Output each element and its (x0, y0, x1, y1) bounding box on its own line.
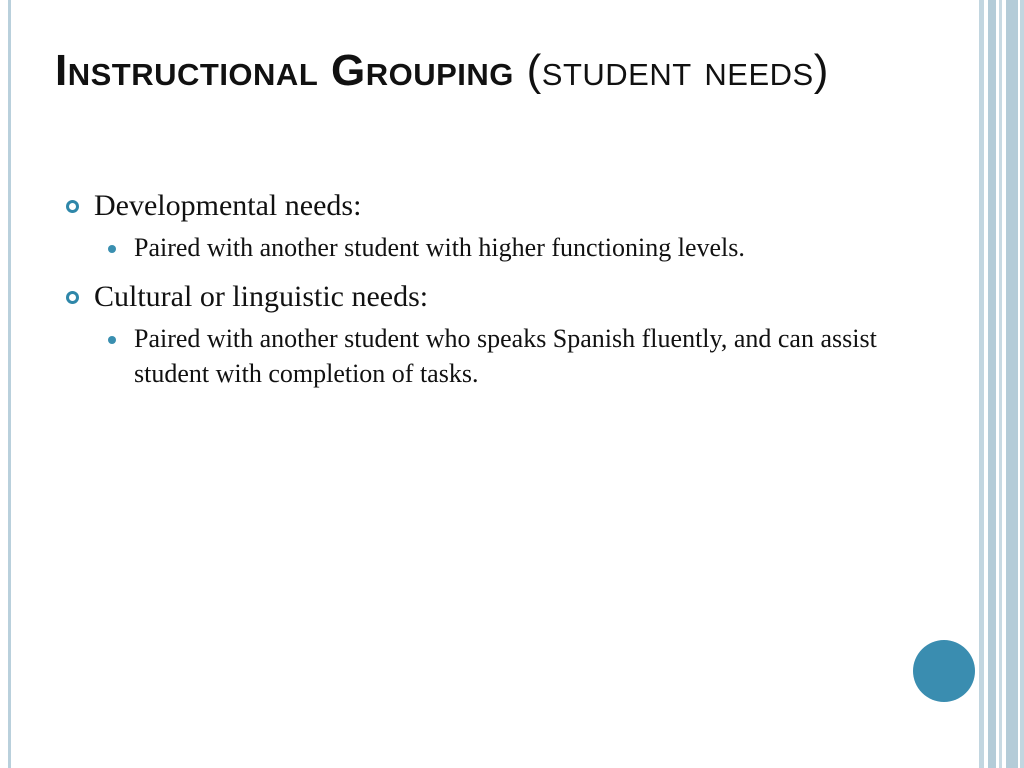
bullet-cultural-linguistic (60, 279, 880, 315)
bullet-text: Cultural or linguistic needs: (94, 280, 429, 313)
bullet-text: Developmental needs: (94, 189, 362, 222)
bullet-developmental (60, 188, 880, 224)
sub-bullet-text: Paired with another student with higher functioning levels. (134, 233, 745, 262)
right-decorative-stripe (979, 0, 984, 768)
title-subtitle: student needs (541, 46, 814, 95)
dot-bullet-icon (108, 336, 116, 344)
slide-title (55, 46, 965, 96)
decorative-circle (913, 640, 975, 702)
sub-bullet-cultural-linguistic (60, 321, 880, 391)
ring-bullet-icon (66, 200, 79, 213)
right-decorative-stripe (1020, 0, 1024, 768)
title-main: Instructional Grouping (55, 46, 514, 95)
title-paren-close: ) (813, 46, 829, 95)
sub-bullet-text: Paired with another student who speaks Spanish fluently, and can assist student with completion of tasks. (134, 324, 877, 388)
right-decorative-stripe (988, 0, 996, 768)
sub-bullet-developmental (60, 230, 880, 265)
right-decorative-stripe (999, 0, 1002, 768)
right-decorative-stripe (1006, 0, 1018, 768)
left-border-line (8, 0, 11, 768)
title-paren-open: ( (526, 46, 542, 95)
dot-bullet-icon (108, 245, 116, 253)
ring-bullet-icon (66, 291, 79, 304)
bullet-list (60, 188, 880, 405)
